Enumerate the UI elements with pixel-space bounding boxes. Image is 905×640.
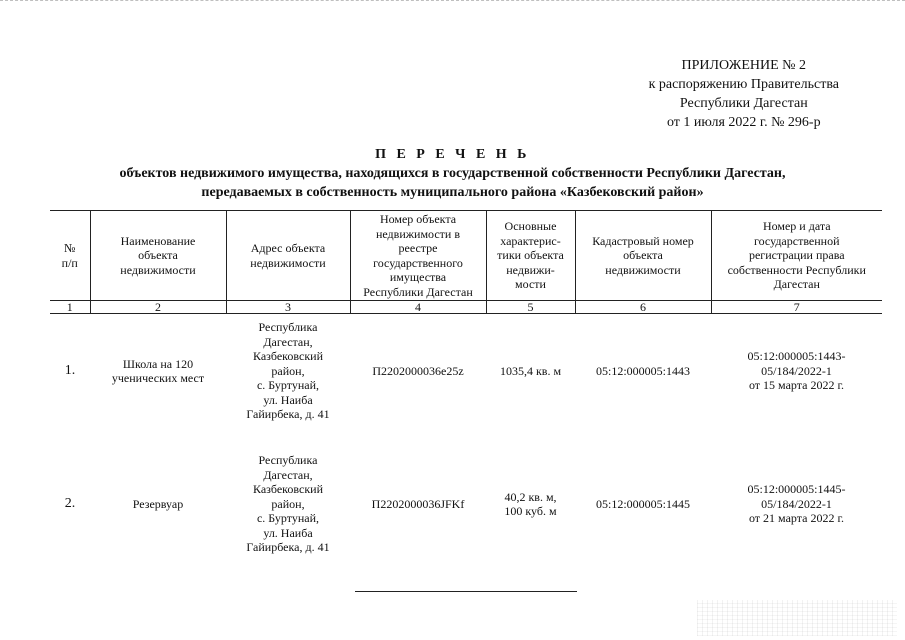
column-number: 2 <box>90 301 226 314</box>
registration-info: 05:12:000005:1443- 05/184/2022-1 от 15 марта 2022 г. <box>747 349 846 393</box>
registry-number: П2202000036е25z <box>372 363 464 378</box>
column-number: 5 <box>486 301 575 314</box>
table-header-row <box>50 211 882 301</box>
object-characteristics: 40,2 кв. м, 100 куб. м <box>504 489 557 518</box>
cadastral-number: 05:12:000005:1445 <box>595 496 690 511</box>
registry-number: П2202000036JFKf <box>371 496 465 511</box>
object-characteristics: 1035,4 кв. м <box>499 363 562 378</box>
column-number: 3 <box>226 301 350 314</box>
table-row <box>50 314 882 429</box>
header-characteristics: Основные характерис- тики объекта недвижи- мости <box>486 211 575 301</box>
title-subtitle-line: объектов недвижимого имущества, находящихся в государственной собственности Республики Дагестан, <box>119 166 786 181</box>
appendix-block <box>649 56 839 132</box>
header-name: Наименование объекта недвижимости <box>90 211 226 301</box>
header-cadastral: Кадастровый номер объекта недвижимости <box>575 211 711 301</box>
scan-top-edge <box>0 0 905 5</box>
header-registry-number: Номер объекта недвижимости в реестре государственного имущества Республики Дагестан <box>350 211 486 301</box>
header-registration: Номер и дата государственной регистрации права собственности Республики Дагестан <box>711 211 882 301</box>
document-title <box>0 146 905 202</box>
column-number: 7 <box>711 301 882 314</box>
header-number: № п/п <box>50 211 90 301</box>
registration-info: 05:12:000005:1445- 05/184/2022-1 от 21 марта 2022 г. <box>747 482 846 526</box>
appendix-line: к распоряжению Правительства <box>648 77 839 92</box>
row-number: 1. <box>64 362 76 378</box>
appendix-line: от 1 июля 2022 г. № 296-р <box>666 115 821 130</box>
column-number: 4 <box>350 301 486 314</box>
title-subtitle-line: передаваемых в собственность муниципального района «Казбековский район» <box>201 185 704 200</box>
column-number: 1 <box>50 301 90 314</box>
object-name: Резервуар <box>132 496 184 511</box>
table-row <box>50 428 882 580</box>
column-number-row <box>50 301 882 314</box>
cadastral-number: 05:12:000005:1443 <box>595 363 690 378</box>
appendix-line: Республики Дагестан <box>679 96 808 111</box>
object-address: Республика Дагестан, Казбековский район, с. Буртунай, ул. Наиба Гайирбека, д. 41 <box>246 320 330 422</box>
closing-rule <box>355 591 577 592</box>
header-address: Адрес объекта недвижимости <box>226 211 350 301</box>
property-table <box>50 210 882 580</box>
appendix-line: ПРИЛОЖЕНИЕ № 2 <box>681 58 807 73</box>
title-main: П Е Р Е Ч Е Н Ь <box>375 147 530 162</box>
scan-artifact <box>697 600 897 636</box>
object-address: Республика Дагестан, Казбековский район, с. Буртунай, ул. Наиба Гайирбека, д. 41 <box>246 453 330 555</box>
row-number: 2. <box>64 495 76 511</box>
object-name: Школа на 120 ученических мест <box>111 356 205 385</box>
column-number: 6 <box>575 301 711 314</box>
